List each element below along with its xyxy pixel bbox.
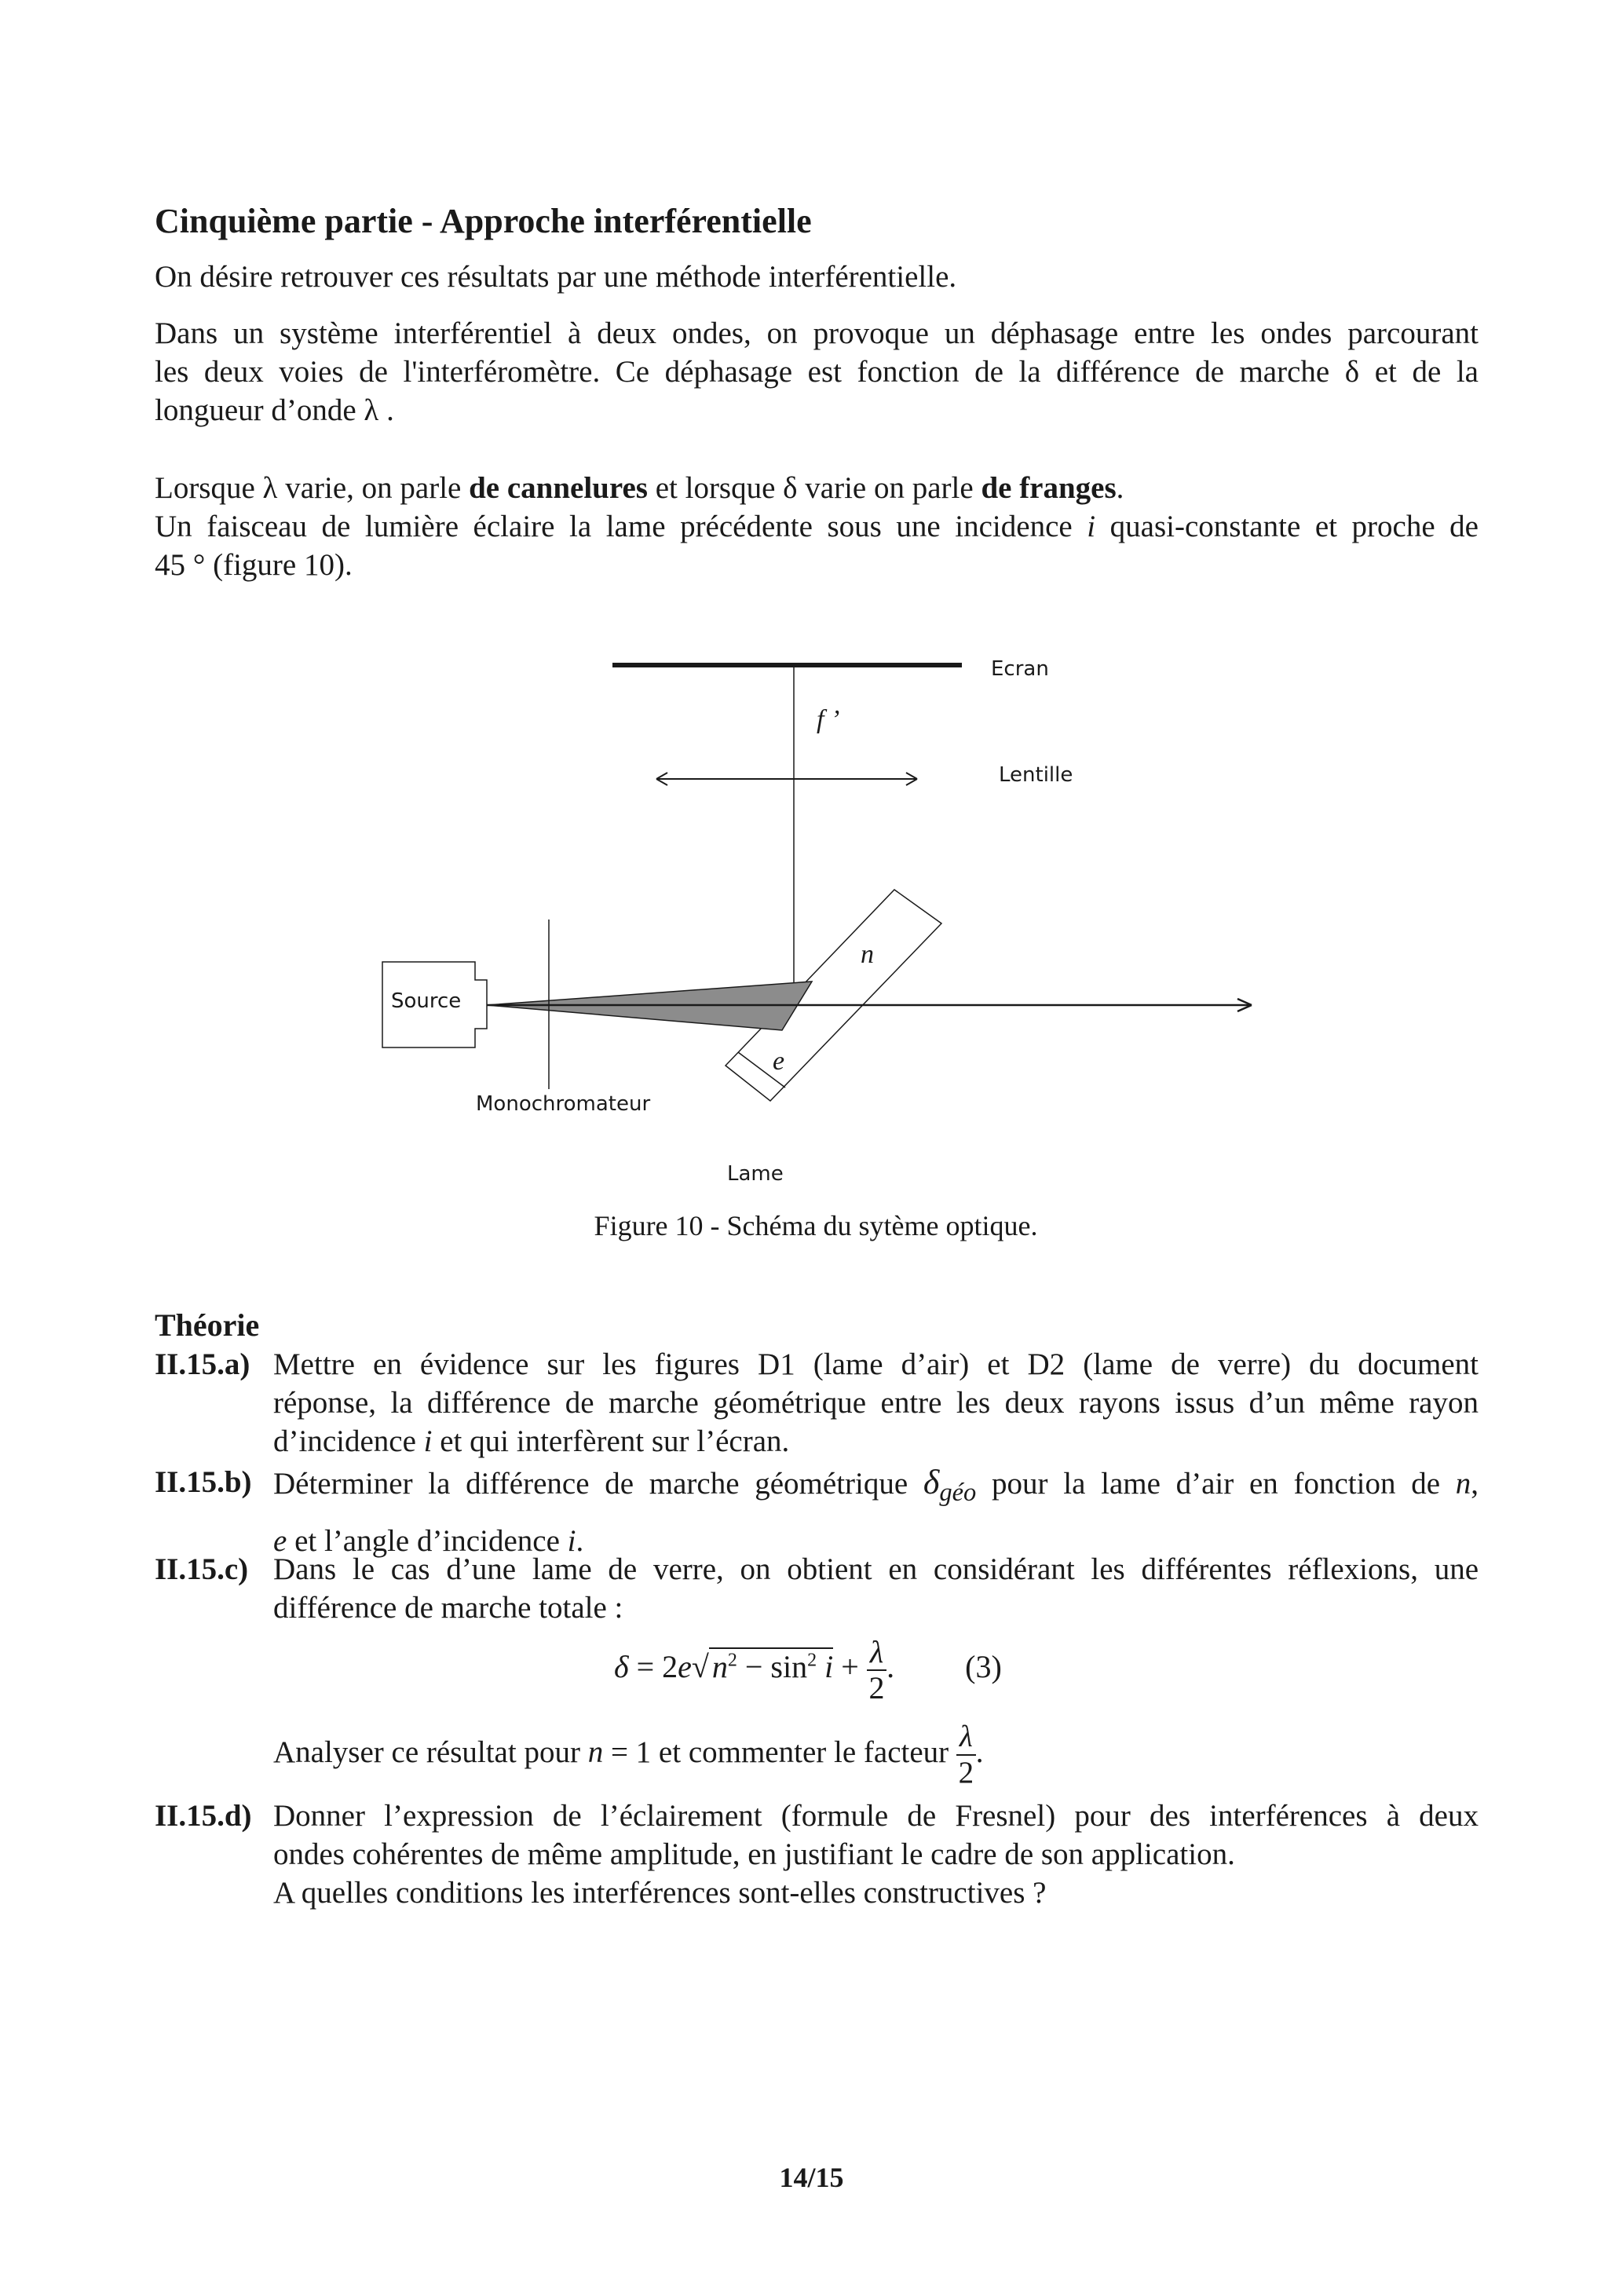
question-label: II.15.c) xyxy=(155,1552,249,1586)
page-number: 14/15 xyxy=(779,2162,844,2193)
denominator: 2 xyxy=(958,1756,974,1790)
text: Déterminer la différence de marche géométrique xyxy=(273,1467,923,1501)
math-op: − sin xyxy=(737,1649,808,1685)
screen-label: Ecran xyxy=(991,657,1049,681)
text-line: ondes cohérentes de même amplitude, en justifiant le cadre de son application. xyxy=(273,1837,1235,1871)
math-var: n xyxy=(587,1735,604,1769)
text-line: différence de marche totale : xyxy=(273,1591,623,1625)
question-label: II.15.d) xyxy=(155,1799,252,1833)
text: , xyxy=(1471,1467,1479,1501)
figure-caption: Figure 10 - Schéma du sytème optique. xyxy=(594,1210,1038,1241)
question-label: II.15.a) xyxy=(155,1347,250,1381)
text-line: Dans un système interférentiel à deux ondes, on provoque un déphasage entre les ondes parcourant xyxy=(155,316,1479,350)
text: quasi-constante et proche de xyxy=(1095,510,1479,543)
math-var: e xyxy=(273,1523,287,1558)
text: d’incidence xyxy=(273,1424,424,1458)
text: et qui interfèrent sur l’écran. xyxy=(432,1424,790,1458)
fraction xyxy=(956,1720,976,1790)
text-line: les deux voies de l'interféromètre. Ce déphasage est fonction de la différence de marche δ et de la xyxy=(155,355,1479,389)
math-var: n xyxy=(711,1649,728,1685)
text-line: Donner l’expression de l’éclairement (formule de Fresnel) pour des interférences à deux xyxy=(273,1799,1479,1833)
text-line: On désire retrouver ces résultats par une méthode interférentielle. xyxy=(155,260,957,294)
exponent: 2 xyxy=(807,1650,817,1671)
text-line: 45 ° (figure 10). xyxy=(155,548,353,582)
text-line xyxy=(273,1422,1479,1461)
question-a xyxy=(155,1345,1479,1461)
math-var: i xyxy=(567,1523,576,1558)
denominator: 2 xyxy=(868,1670,885,1706)
text-line: longueur d’onde λ . xyxy=(155,393,394,427)
math-var: δ xyxy=(614,1649,629,1685)
text: . xyxy=(975,1735,984,1769)
math-var: i xyxy=(817,1649,834,1685)
bold-term: de cannelures xyxy=(469,471,648,505)
question-c-followup xyxy=(273,1720,984,1790)
text-line: Mettre en évidence sur les figures D1 (lame d’air) et D2 (lame de verre) du document xyxy=(273,1347,1479,1381)
math-subscript: géo xyxy=(939,1478,977,1507)
bold-term: de franges xyxy=(981,471,1117,505)
text: . xyxy=(1116,471,1124,505)
question-label: II.15.b) xyxy=(155,1465,252,1499)
math-var: i xyxy=(423,1424,433,1458)
lens-label: Lentille xyxy=(999,763,1073,787)
numerator: λ xyxy=(867,1635,886,1671)
index-label: n xyxy=(861,940,874,969)
source-label: Source xyxy=(391,989,462,1013)
equation-number: (3) xyxy=(965,1649,1002,1685)
numerator: λ xyxy=(956,1720,976,1756)
text: Un faisceau de lumière éclaire la lame précédente sous une incidence xyxy=(155,510,1087,543)
fraction xyxy=(867,1635,886,1706)
question-b xyxy=(155,1463,1479,1560)
math-var: i xyxy=(1087,510,1096,543)
exponent: 2 xyxy=(727,1650,737,1671)
text: et lorsque δ varie on parle xyxy=(647,471,981,505)
text: pour la lame d’air en fonction de xyxy=(976,1467,1456,1501)
text: Lorsque λ varie, on parle xyxy=(155,471,470,505)
math-var: δ xyxy=(923,1463,940,1501)
text-line: Dans le cas d’une lame de verre, on obtient en considérant les différentes réflexions, une xyxy=(273,1552,1479,1586)
equation-3: δ = 2e√ $n^2 - \sin^2 i$ + $\frac{\lambda}{2}$ . (3) xyxy=(614,1634,1002,1706)
monochromator-label: Monochromateur xyxy=(476,1092,651,1116)
text: = 1 et commenter le facteur xyxy=(603,1735,956,1769)
question-d xyxy=(155,1797,1479,1912)
math-var: n xyxy=(1455,1467,1471,1501)
math-var: e xyxy=(678,1649,692,1685)
text: Analyser ce résultat pour xyxy=(273,1735,588,1769)
math-op: + xyxy=(833,1649,867,1685)
math-op: . xyxy=(886,1649,895,1685)
focal-label: f ’ xyxy=(817,705,840,734)
square-root xyxy=(709,1647,833,1684)
theory-heading: Théorie xyxy=(155,1307,260,1343)
section-title: Cinquième partie - Approche interférentielle xyxy=(155,202,812,240)
thickness-label: e xyxy=(773,1047,785,1076)
text-line: réponse, la différence de marche géométrique entre les deux rayons issus d’un même rayon xyxy=(273,1386,1479,1420)
text: . xyxy=(576,1523,584,1558)
math-op: = 2 xyxy=(628,1649,678,1685)
text: et l’angle d’incidence xyxy=(287,1523,568,1558)
plate-label: Lame xyxy=(727,1162,784,1186)
text-line: A quelles conditions les interférences sont-elles constructives ? xyxy=(273,1876,1047,1910)
question-c xyxy=(155,1550,1479,1627)
text-line xyxy=(273,1463,1479,1512)
